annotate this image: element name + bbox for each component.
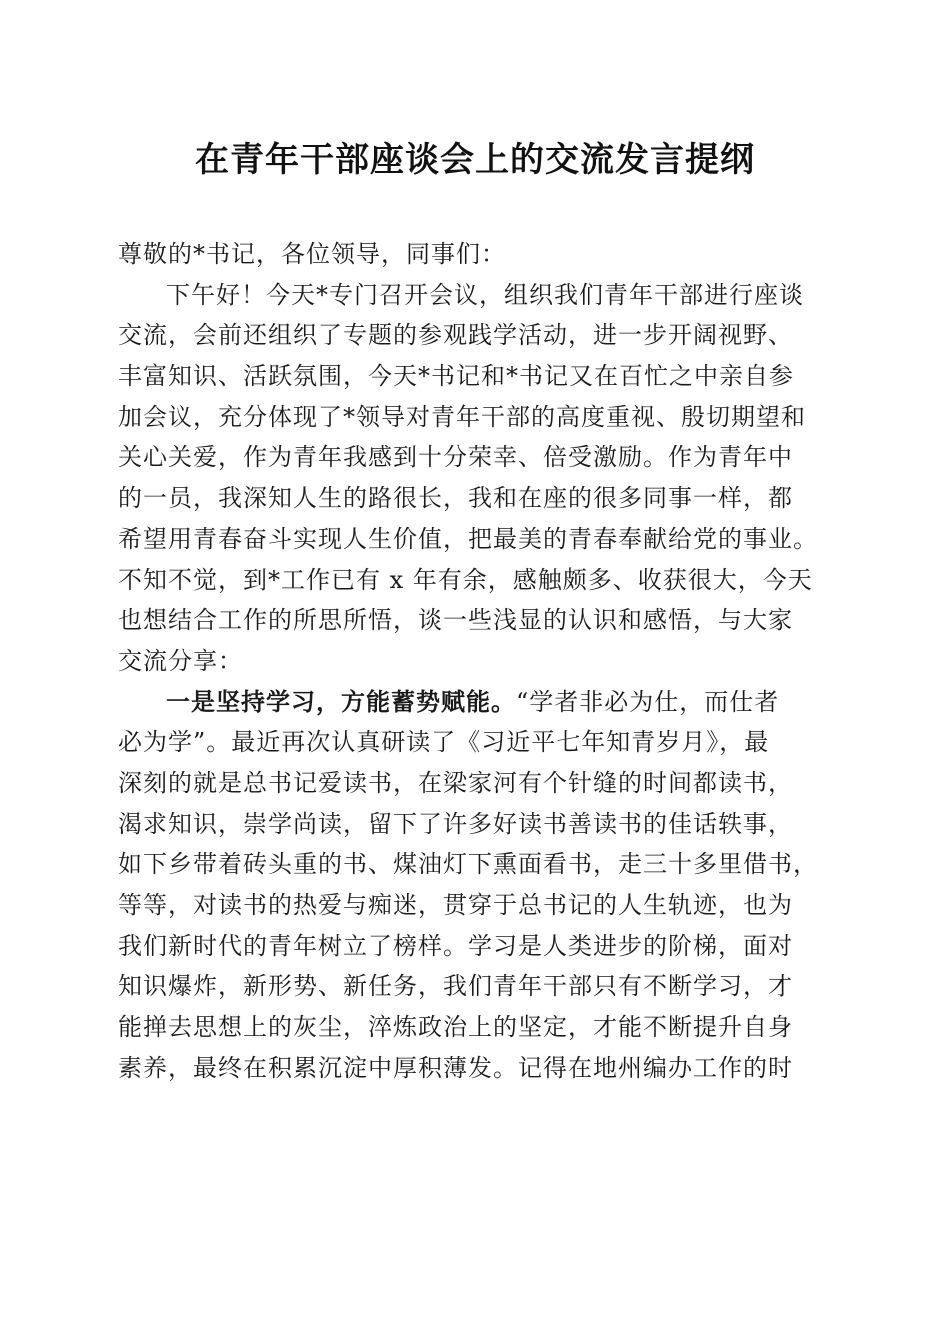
paragraph-line: 等等，对读书的热爱与痴迷，贯穿于总书记的人生轨迹，也为: [118, 891, 793, 919]
paragraph-line: 渴求知识，崇学尚读，留下了许多好读书善读书的佳话轶事，: [118, 809, 793, 838]
quote-start: “学者非必为仕，而仕者: [516, 687, 780, 716]
paragraph-line: 能掸去思想上的灰尘，淬炼政治上的坚定，才能不断提升自身: [118, 1013, 793, 1042]
paragraph-line: 丰富知识、活跃氛围，今天*书记和*书记又在百忙之中亲自参: [118, 362, 794, 391]
paragraph-line: 希望用青春奋斗实现人生价值，把最美的青春奉献给党的事业。: [118, 524, 818, 553]
paragraph-line: 的一员，我深知人生的路很长，我和在座的很多同事一样，都: [118, 484, 793, 513]
paragraph-line: 交流分享：: [118, 646, 243, 675]
document-title: 在青年干部座谈会上的交流发言提纲: [195, 140, 755, 180]
paragraph-1: [118, 275, 838, 682]
paragraph-line: 也想结合工作的所思所悟，谈一些浅显的认识和感悟，与大家: [118, 606, 793, 635]
paragraph-line: 交流，会前还组织了专题的参观践学活动，进一步开阔视野、: [118, 321, 793, 350]
paragraph-line: 关心关爱，作为青年我感到十分荣幸、倍受激励。作为青年中: [118, 443, 793, 472]
paragraph-line: 素养，最终在积累沉淀中厚积薄发。记得在地州编办工作的时: [118, 1053, 793, 1082]
paragraph-line: 下午好！今天*专门召开会议，组织我们青年干部进行座谈: [166, 280, 804, 309]
section-heading: 一是坚持学习，方能蓄势赋能。: [166, 686, 516, 716]
paragraph-line: 不知不觉，到*工作已有 x 年有余，感触颇多、收获很大，今天: [118, 565, 813, 594]
paragraph-line: 知识爆炸，新形势、新任务，我们青年干部只有不断学习，才: [118, 972, 793, 1001]
paragraph-line: 加会议，充分体现了*领导对青年干部的高度重视、殷切期望和: [118, 402, 806, 431]
paragraph-line: 必为学”。最近再次认真研读了《习近平七年知青岁月》，最: [118, 728, 770, 757]
paragraph-line: 我们新时代的青年树立了榜样。学习是人类进步的阶梯，面对: [118, 931, 793, 960]
document-body: [118, 234, 838, 1088]
paragraph-first-line: [118, 682, 838, 723]
paragraph-line: 深刻的就是总书记爱读书，在梁家河有个针缝的时间都读书，: [118, 768, 793, 797]
paragraph-line: 如下乡带着砖头重的书、煤油灯下熏面看书，走三十多里借书，: [118, 850, 818, 879]
paragraph-2: [118, 682, 838, 1089]
greeting-line: 尊敬的*书记，各位领导，同事们：: [118, 240, 506, 268]
